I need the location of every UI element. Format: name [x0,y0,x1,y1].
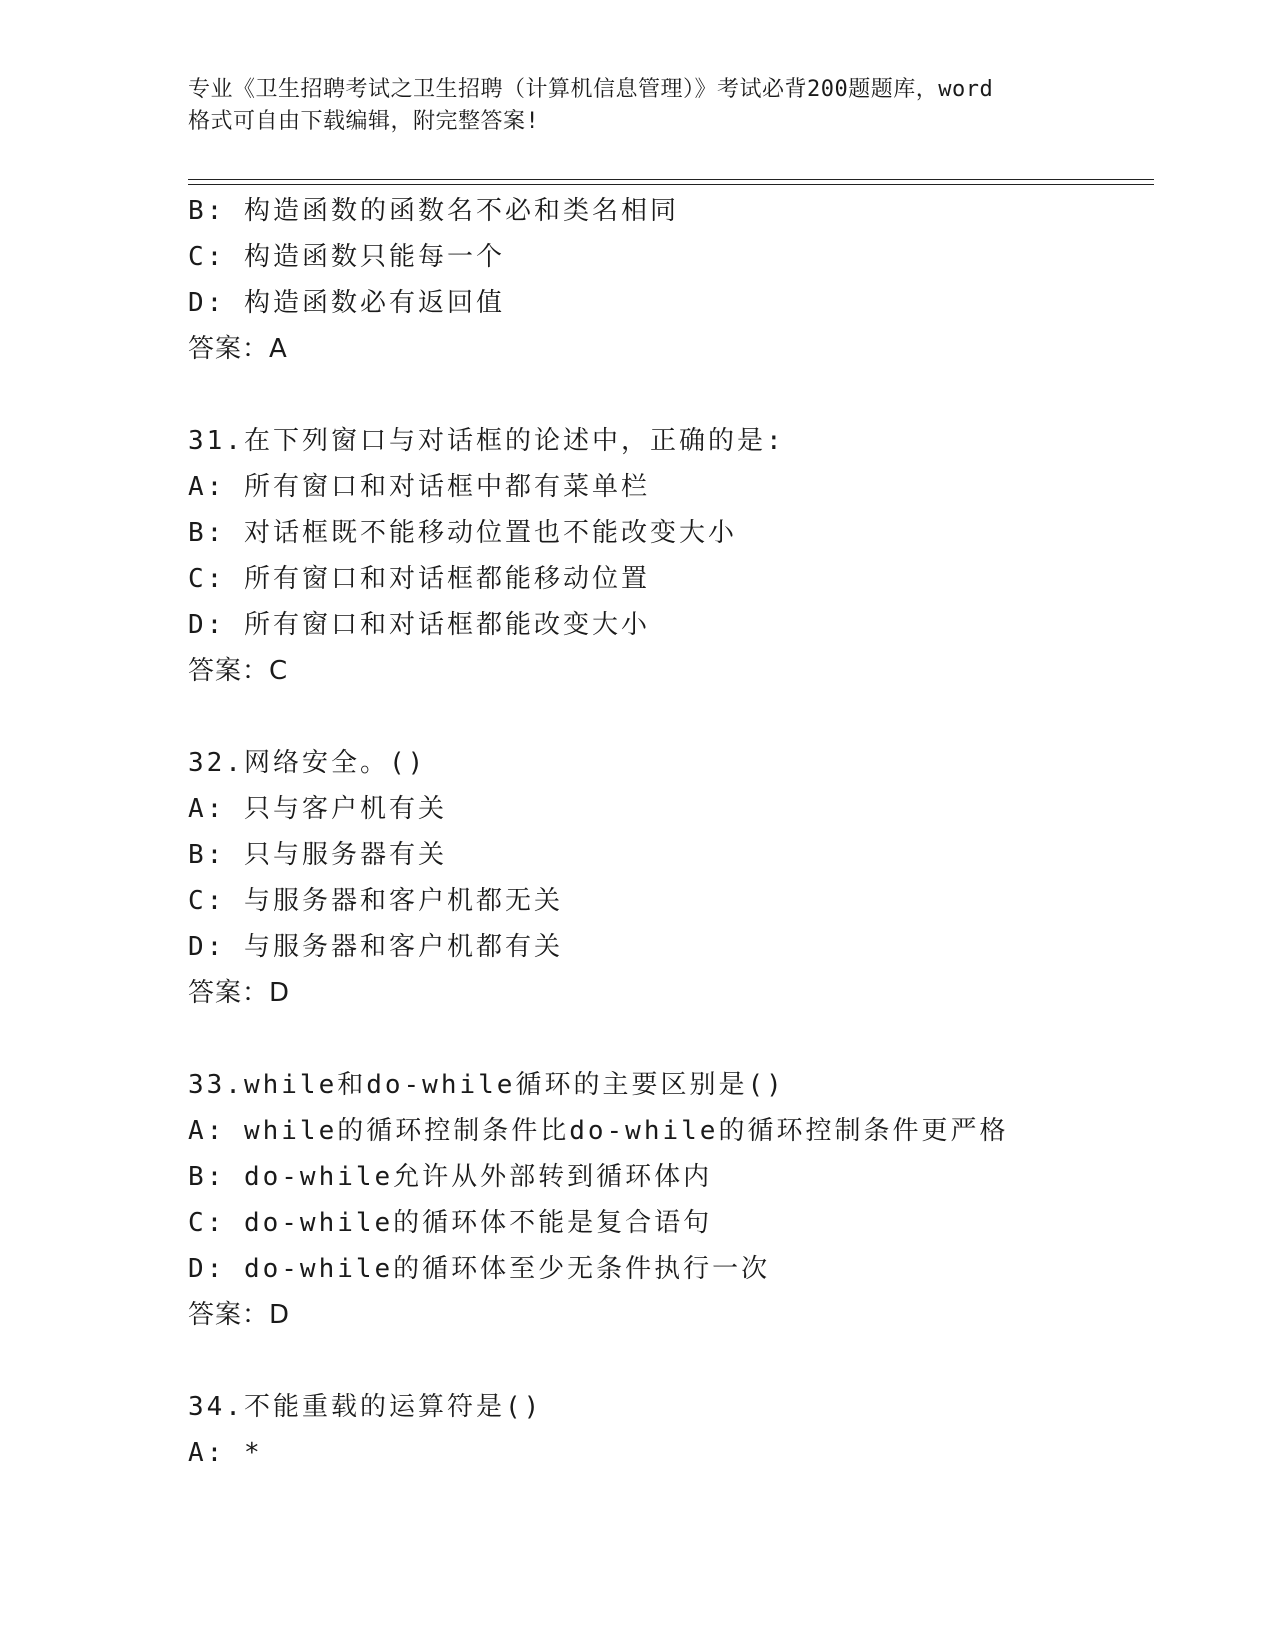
answer: 答案：C [188,656,289,686]
option-b: B: 只与服务器有关 [188,840,447,870]
header-line-1: 专业《卫生招聘考试之卫生招聘（计算机信息管理）》考试必背200题题库，word [188,77,994,102]
option-d: D: 构造函数必有返回值 [188,288,505,318]
answer: 答案：A [188,334,288,364]
question-list [188,188,1154,1476]
option-d: D: 所有窗口和对话框都能改变大小 [188,610,650,640]
spacer [188,1016,1154,1062]
option-a: A: * [188,1438,263,1468]
question-32 [188,740,1154,1016]
option-b: B: do-while允许从外部转到循环体内 [188,1162,713,1192]
question-text: 31.在下列窗口与对话框的论述中，正确的是: [188,426,785,456]
answer: 答案：D [188,978,291,1008]
option-a: A: 所有窗口和对话框中都有菜单栏 [188,472,650,502]
header-divider-top [188,179,1154,180]
option-d: D: 与服务器和客户机都有关 [188,932,563,962]
header-line-2: 格式可自由下载编辑，附完整答案! [188,109,540,134]
question-text: 33.while和do-while循环的主要区别是() [188,1070,785,1100]
question-33 [188,1062,1154,1338]
option-c: C: 所有窗口和对话框都能移动位置 [188,564,650,594]
option-d: D: do-while的循环体至少无条件执行一次 [188,1254,771,1284]
option-a: A: 只与客户机有关 [188,794,447,824]
question-text: 34.不能重载的运算符是() [188,1392,543,1422]
question-30 [188,188,1154,372]
option-a: A: while的循环控制条件比do-while的循环控制条件更严格 [188,1116,1009,1146]
question-34 [188,1384,1154,1476]
option-c: C: 与服务器和客户机都无关 [188,886,563,916]
spacer [188,1338,1154,1384]
spacer [188,372,1154,418]
option-b: B: 构造函数的函数名不必和类名相同 [188,196,679,226]
document-header [188,74,1088,138]
question-31 [188,418,1154,694]
option-c: C: 构造函数只能每一个 [188,242,505,272]
option-c: C: do-while的循环体不能是复合语句 [188,1208,713,1238]
spacer [188,694,1154,740]
answer: 答案：D [188,1300,291,1330]
header-divider-bottom [188,184,1154,185]
option-b: B: 对话框既不能移动位置也不能改变大小 [188,518,737,548]
question-text: 32.网络安全。() [188,748,427,778]
